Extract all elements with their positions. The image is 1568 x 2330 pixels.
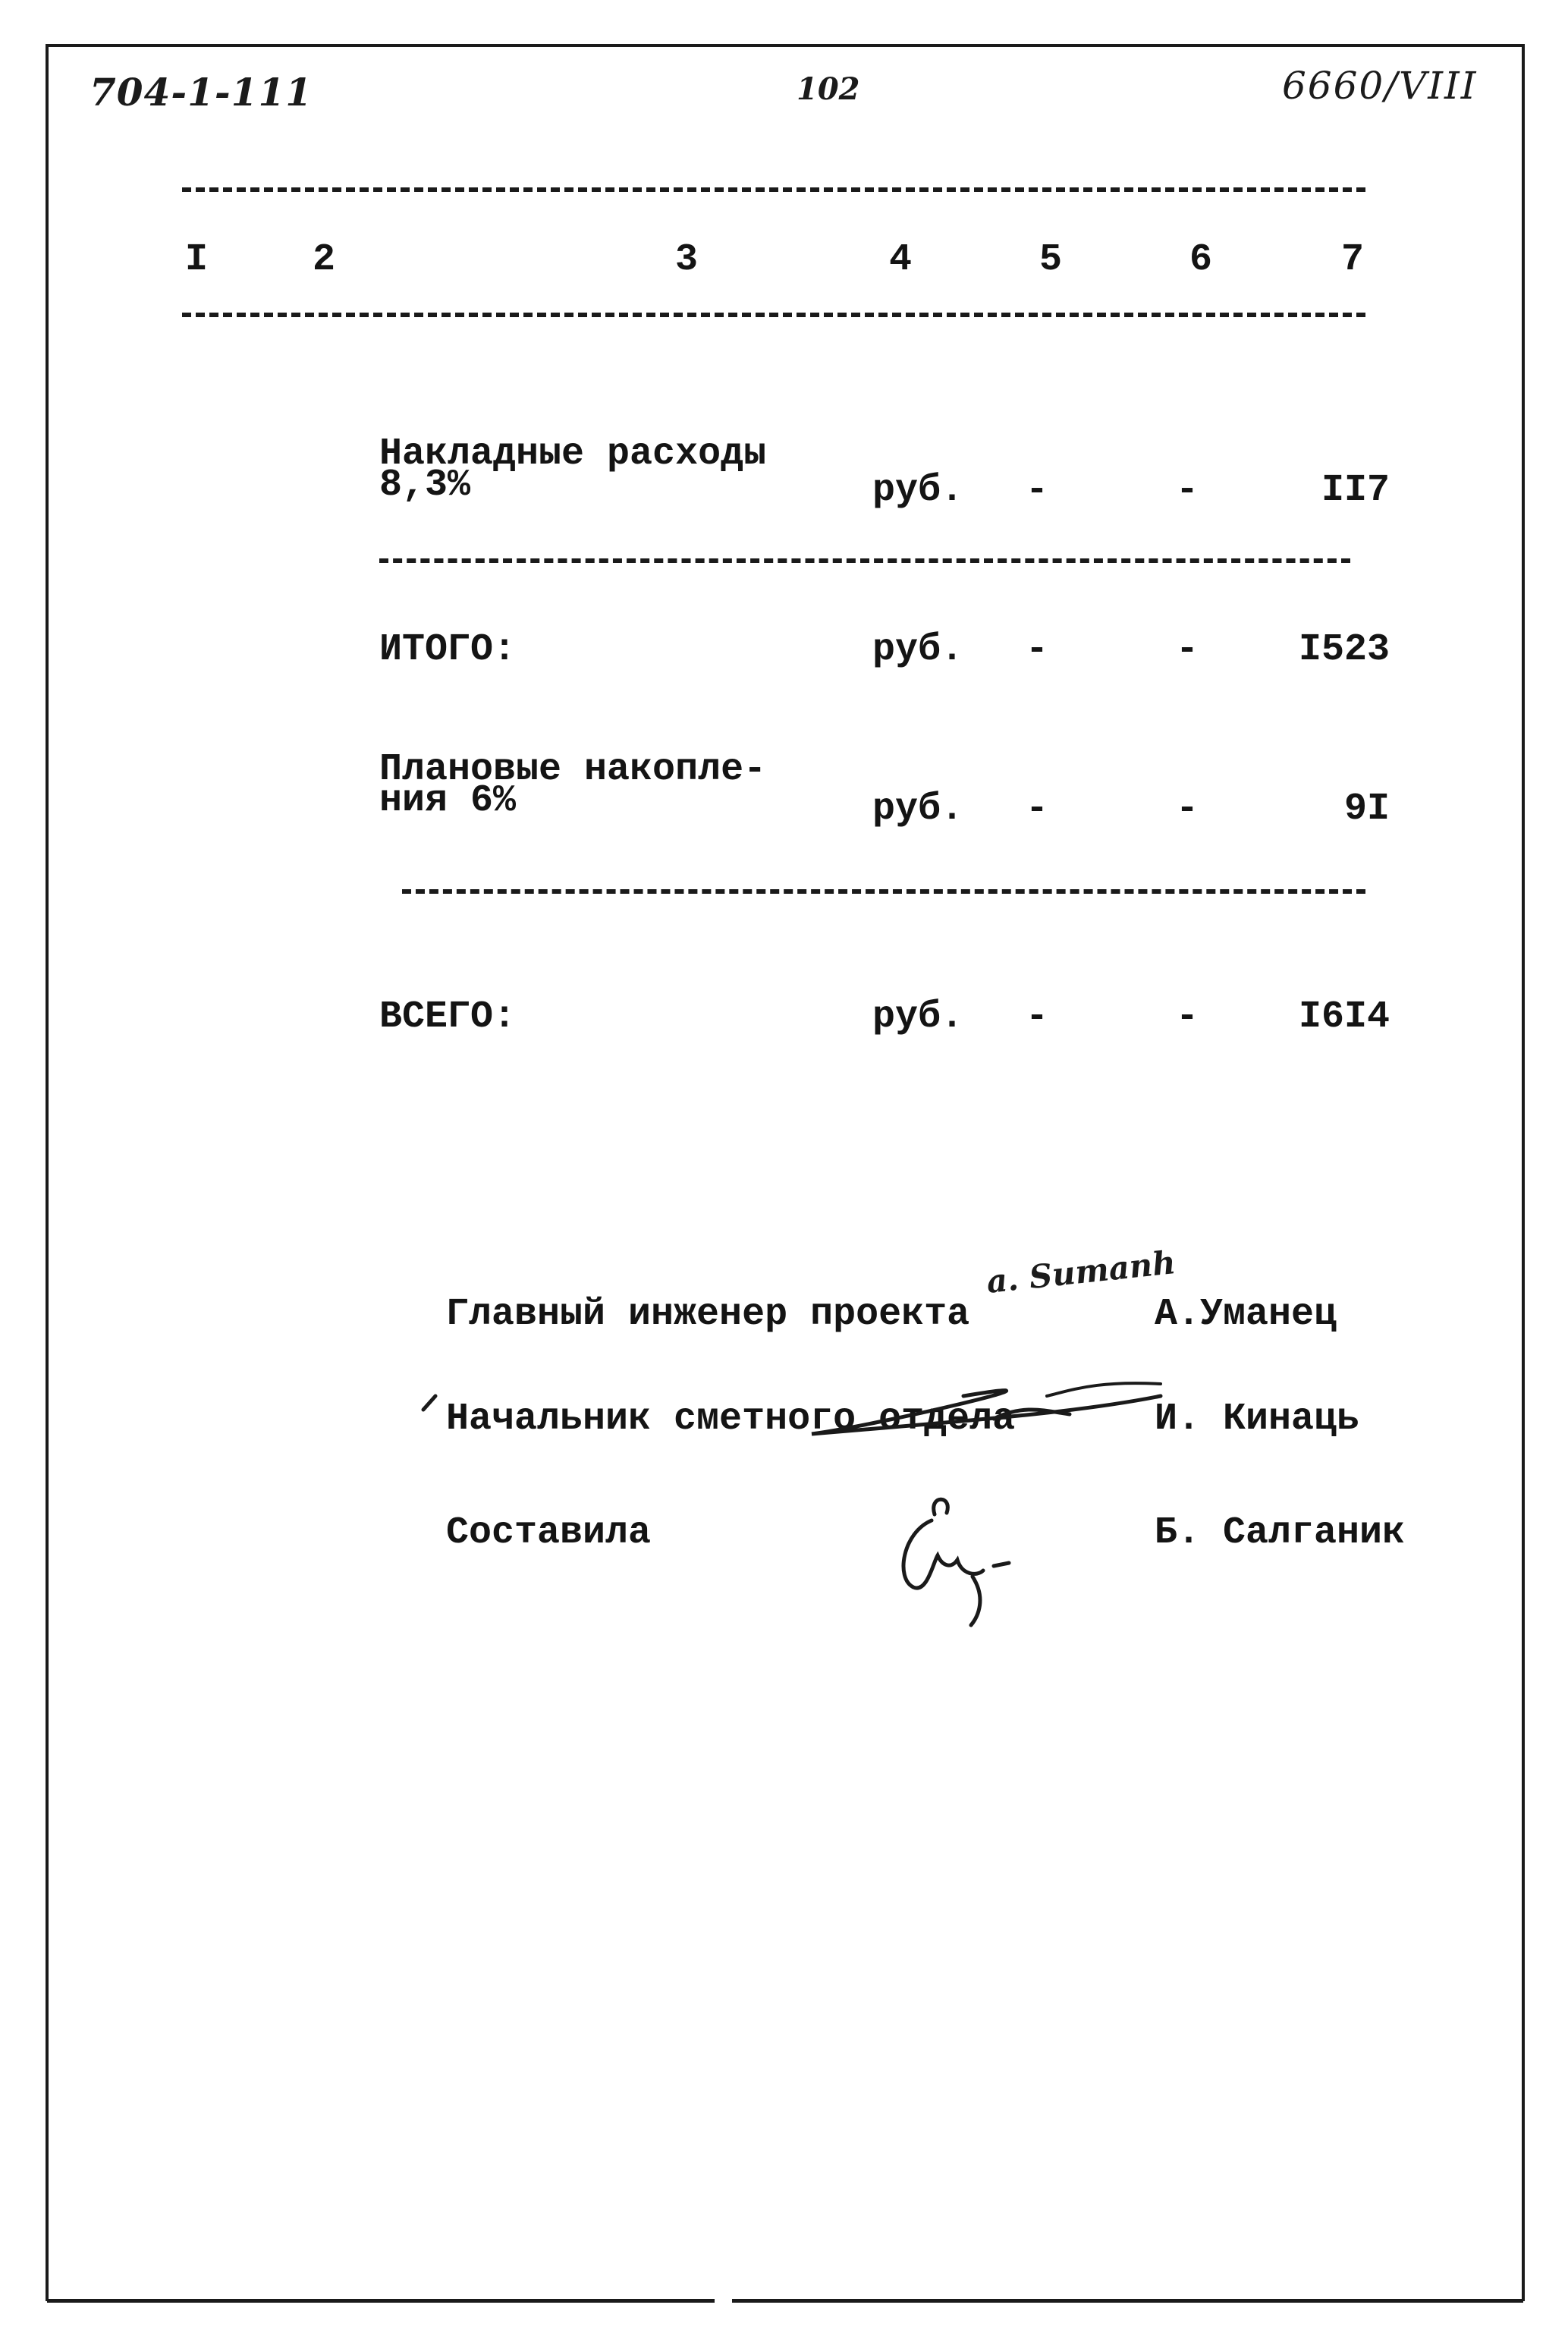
row-grand-total-label: ВСЕГО: (379, 995, 517, 1039)
compiler-signature-icon (888, 1487, 1017, 1639)
row-savings-label-line1: Плановые накопле- (379, 748, 767, 791)
header-rule-bottom (182, 313, 1365, 317)
row-savings-label (379, 748, 767, 822)
row-subtotal-col5: - (1026, 628, 1049, 671)
page-border-right (1522, 44, 1525, 2301)
row-savings-col6: - (1176, 788, 1199, 831)
row-overhead-unit: руб. (872, 469, 964, 512)
row-subtotal-col6: - (1176, 628, 1199, 671)
signatory-chief-engineer-name: А.Уманец (1155, 1293, 1337, 1336)
column-number-1: I (185, 238, 209, 281)
row-grand-total-unit: руб. (872, 995, 964, 1039)
row-savings-label-line2: ния 6% (379, 779, 517, 822)
row-overhead-label-line1: Накладные расходы (379, 432, 767, 476)
signatory-estimate-head-position: Начальник сметного отдела (446, 1398, 1016, 1441)
signatory-estimate-head-name: И. Кинаць (1155, 1398, 1360, 1441)
row-rule-2 (402, 889, 1365, 894)
signatory-compiler-name: Б. Салганик (1155, 1511, 1406, 1555)
column-number-4: 4 (889, 238, 913, 281)
row-rule-1 (379, 558, 1350, 563)
column-number-3: 3 (675, 238, 699, 281)
row-savings-unit: руб. (872, 788, 964, 831)
page-border-bottom-right (732, 2299, 1523, 2303)
page-border-bottom-left (47, 2299, 715, 2303)
row-overhead-total: II7 (1321, 469, 1390, 512)
row-overhead-col6: - (1176, 469, 1199, 512)
row-subtotal-total: I523 (1298, 628, 1390, 671)
column-number-5: 5 (1039, 238, 1063, 281)
column-number-6: 6 (1189, 238, 1213, 281)
signatory-chief-engineer-handwriting: a. Sumanh (985, 1244, 1177, 1300)
signatory-chief-engineer-position: Главный инженер проекта (446, 1293, 970, 1336)
row-grand-total-col5: - (1026, 995, 1049, 1039)
row-overhead-label (379, 432, 767, 507)
page-border-top (47, 44, 1523, 47)
page-border-left (46, 44, 49, 2301)
row-subtotal-unit: руб. (872, 628, 964, 671)
row-overhead-label-line2: 8,3% (379, 464, 471, 507)
document-number: 704-1-111 (90, 70, 313, 115)
page-number: 102 (797, 71, 860, 107)
row-grand-total-total: I6I4 (1298, 995, 1390, 1039)
column-number-7: 7 (1341, 238, 1365, 281)
row-overhead-col5: - (1026, 469, 1049, 512)
estimate-head-signature-icon (417, 1366, 1176, 1449)
row-subtotal-label: ИТОГО: (379, 628, 517, 671)
row-savings-col5: - (1026, 788, 1049, 831)
row-savings-total: 9I (1343, 788, 1390, 831)
header-rule-top (182, 187, 1365, 192)
column-number-2: 2 (313, 238, 336, 281)
signatory-compiler-position: Составила (446, 1511, 652, 1555)
row-grand-total-col6: - (1176, 995, 1199, 1039)
archive-number: 6660/VIII (1282, 64, 1478, 108)
